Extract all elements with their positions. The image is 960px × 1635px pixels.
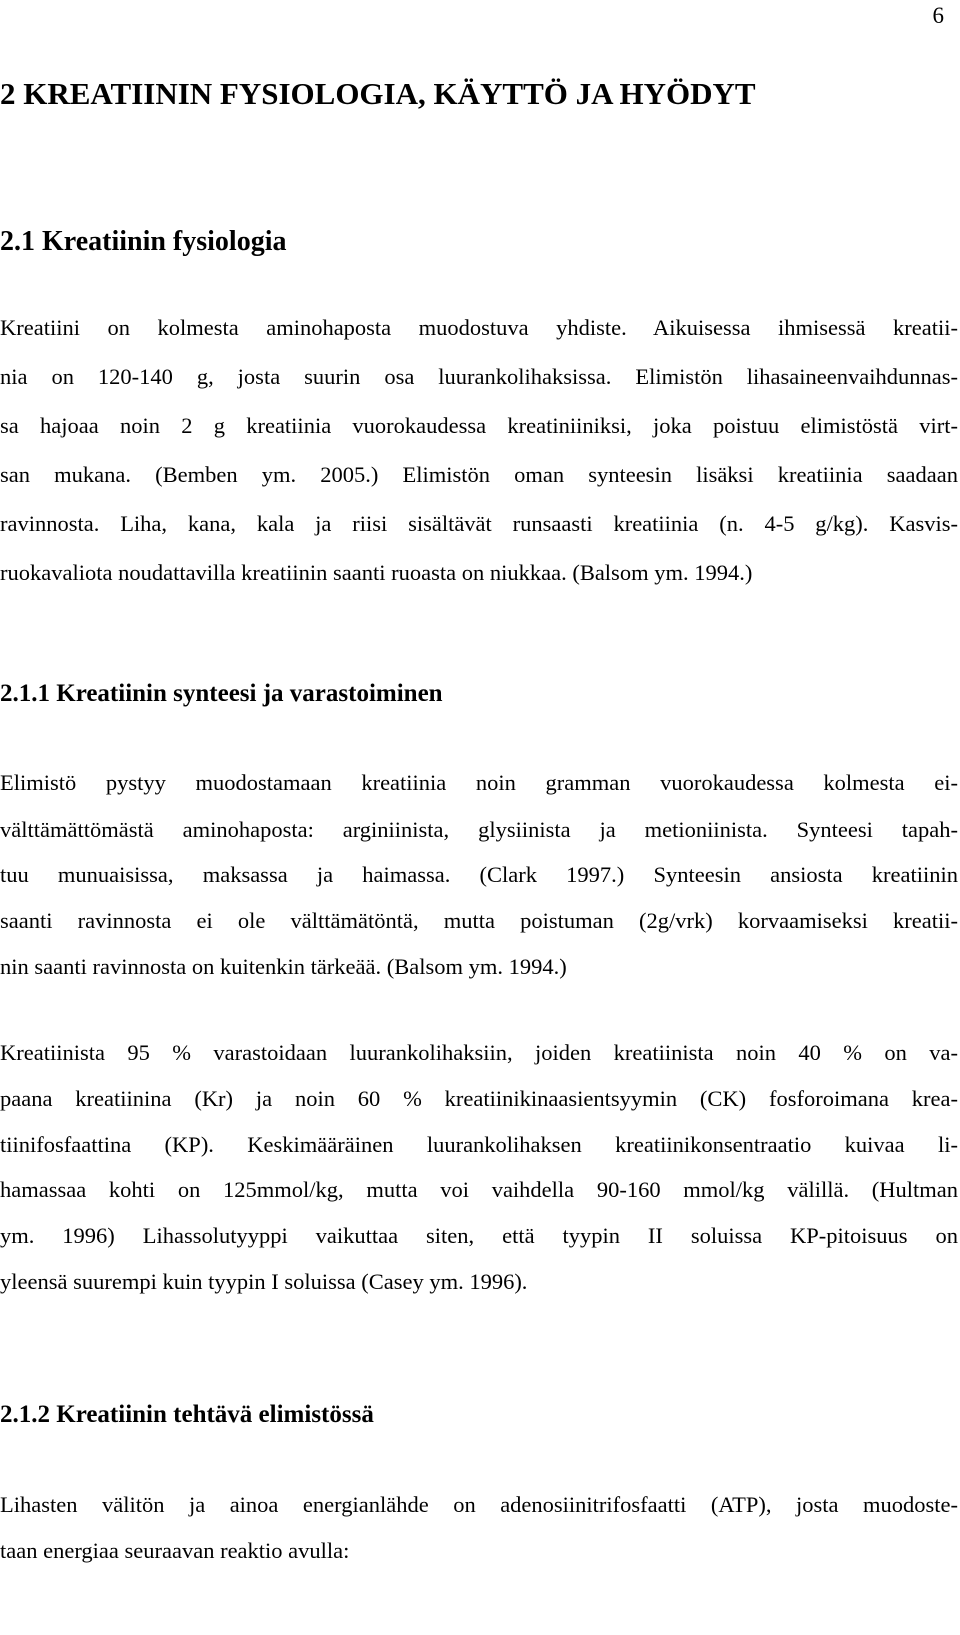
chapter-heading: 2 KREATIININ FYSIOLOGIA, KÄYTTÖ JA HYÖDYT — [0, 76, 756, 111]
text-line: ruokavaliota noudattavilla kreatiinin saanti ruoasta on niukkaa. (Balsom ym. 1994.) — [0, 560, 753, 585]
text-line: san mukana. (Bemben ym. 2005.) Elimistön oman synteesin lisäksi kreatiinia saadaan — [0, 462, 958, 487]
text-line: Lihasten välitön ja ainoa energianlähde on adenosiinitrifosfaatti (ATP), josta muodoste- — [0, 1492, 958, 1517]
text-line: nin saanti ravinnosta on kuitenkin tärkeää. (Balsom ym. 1994.) — [0, 954, 567, 979]
text-line: ravinnosta. Liha, kana, kala ja riisi sisältävät runsaasti kreatiinia (n. 4-5 g/kg). Kasvis- — [0, 511, 958, 536]
text-line: tuu munuaisissa, maksassa ja haimassa. (Clark 1997.) Synteesin ansiosta kreatiinin — [0, 862, 958, 887]
text-line: hamassaa kohti on 125mmol/kg, mutta voi vaihdella 90-160 mmol/kg välillä. (Hultman — [0, 1177, 958, 1202]
text-line: nia on 120-140 g, josta suurin osa luurankolihaksissa. Elimistön lihasaineenvaihdunnas- — [0, 364, 958, 389]
subsection-heading: 2.1.1 Kreatiinin synteesi ja varastoiminen — [0, 680, 443, 707]
text-line: paana kreatiinina (Kr) ja noin 60 % kreatiinikinaasientsyymin (CK) fosforoimana krea- — [0, 1086, 958, 1111]
text-line: tiinifosfaattina (KP). Keskimääräinen luurankolihaksen kreatiinikonsentraatio kuivaa li- — [0, 1132, 958, 1157]
text-line: saanti ravinnosta ei ole välttämätöntä, mutta poistuman (2g/vrk) korvaamiseksi kreatii- — [0, 908, 958, 933]
text-line: sa hajoaa noin 2 g kreatiinia vuorokaudessa kreatiniiniksi, joka poistuu elimistöstä virt- — [0, 413, 958, 438]
text-line: Elimistö pystyy muodostamaan kreatiinia noin gramman vuorokaudessa kolmesta ei- — [0, 770, 958, 795]
text-line: välttämättömästä aminohaposta: arginiinista, glysiinista ja metioniinista. Synteesi tapah- — [0, 817, 958, 842]
text-line: Kreatiinista 95 % varastoidaan luurankolihaksiin, joiden kreatiinista noin 40 % on va- — [0, 1040, 958, 1065]
text-line: taan energiaa seuraavan reaktio avulla: — [0, 1538, 350, 1563]
subsection-heading: 2.1.2 Kreatiinin tehtävä elimistössä — [0, 1401, 374, 1428]
section-heading: 2.1 Kreatiinin fysiologia — [0, 226, 287, 257]
text-line: yleensä suurempi kuin tyypin I soluissa (Casey ym. 1996). — [0, 1269, 528, 1294]
text-line: Kreatiini on kolmesta aminohaposta muodostuva yhdiste. Aikuisessa ihmisessä kreatii- — [0, 315, 958, 340]
text-line: ym. 1996) Lihassolutyyppi vaikuttaa siten, että tyypin II soluissa KP-pitoisuus on — [0, 1223, 958, 1248]
page-number: 6 — [932, 3, 944, 28]
